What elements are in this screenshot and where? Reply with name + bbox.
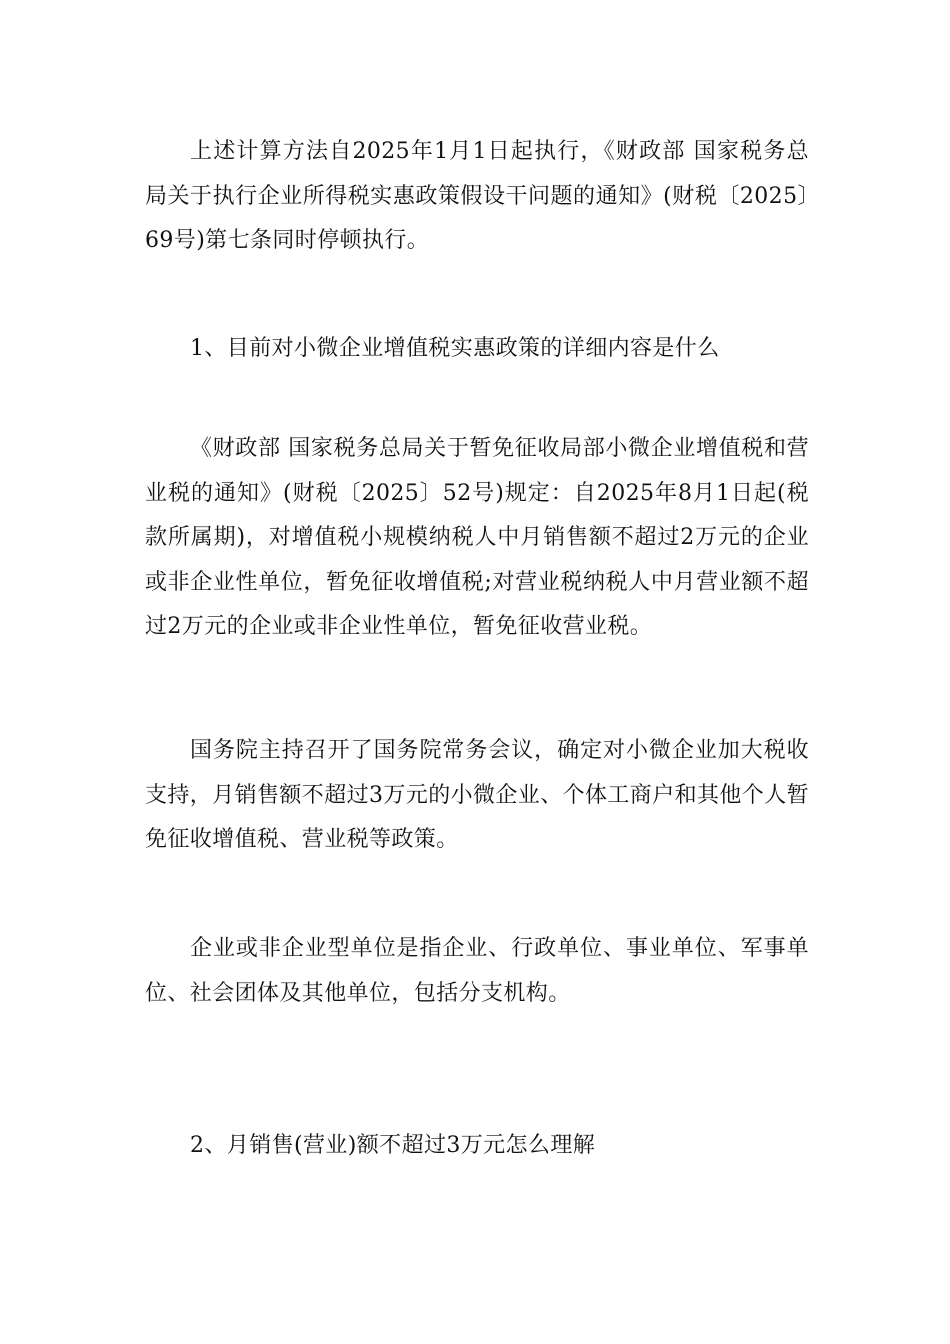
paragraph-calculation-method: 上述计算方法自2025年1月1日起执行，《财政部 国家税务总局关于执行企业所得税实惠政策假设干问题的通知》(财税〔2025〕69号)第七条同时停顿执行。 — [145, 139, 809, 253]
paragraph-notice-52: 《财政部 国家税务总局关于暂免征收局部小微企业增值税和营业税的通知》(财税〔2025〕52号)规定：自2025年8月1日起(税款所属期)，对增值税小规模纳税人中月销售额不超过2万元的企业或非企业性单位，暂免征收增值税;对营业税纳税人中月营业额不超过2万元的企业或非企业性单位，暂免征收营业税。 — [145, 436, 809, 639]
section-heading-2: 2、月销售(营业)额不超过3万元怎么理解 — [190, 1133, 596, 1158]
section-heading-1: 1、目前对小微企业增值税实惠政策的详细内容是什么 — [190, 336, 720, 361]
paragraph-unit-definition: 企业或非企业型单位是指企业、行政单位、事业单位、军事单位、社会团体及其他单位，包括分支机构。 — [145, 936, 809, 1006]
paragraph-state-council: 国务院主持召开了国务院常务会议，确定对小微企业加大税收支持，月销售额不超过3万元的小微企业、个体工商户和其他个人暂免征收增值税、营业税等政策。 — [145, 738, 809, 852]
